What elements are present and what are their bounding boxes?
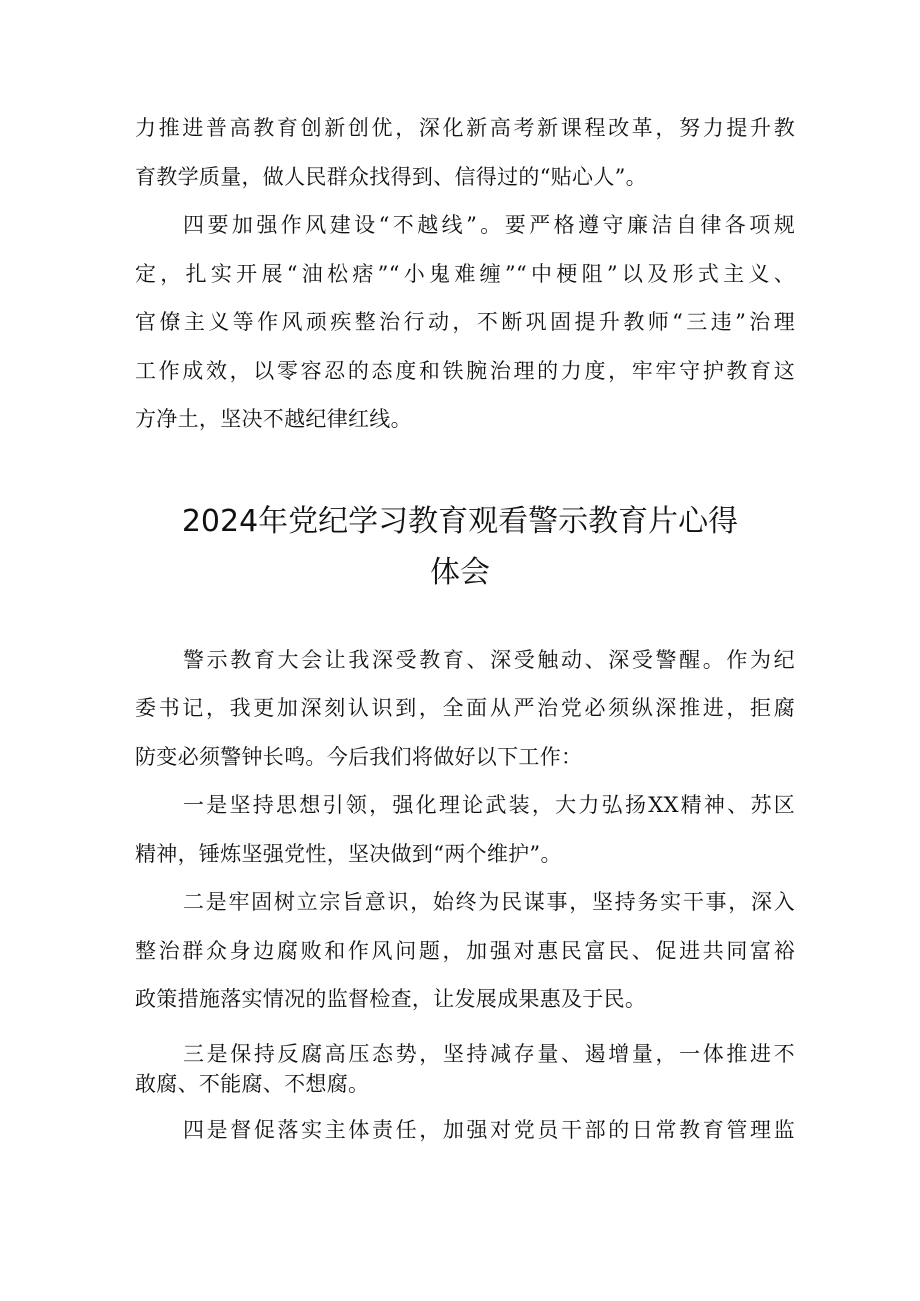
paragraph-line: 警示教育大会让我深受教育、深受触动、深受警醒。作为纪 <box>183 648 795 672</box>
paragraph-line: 防变必须警钟长鸣。今后我们将做好以下工作： <box>135 745 583 769</box>
paragraph-line: 育教学质量，做人民群众找得到、信得过的“贴心人”。 <box>135 165 647 189</box>
paragraph-line: 方净土，坚决不越纪律红线。 <box>135 407 412 431</box>
paragraph-line: 政策措施落实情况的监督检查，让发展成果惠及于民。 <box>135 987 647 1011</box>
paragraph-line: 四是督促落实主体责任，加强对党员干部的日常教育管理监 <box>183 1118 795 1142</box>
paragraph-line: 二是牢固树立宗旨意识，始终为民谋事，坚持务实干事，深入 <box>183 890 795 914</box>
article-title-line-2: 体会 <box>430 555 490 590</box>
paragraph-line: 力推进普高教育创新创优，深化新高考新课程改革，努力提升教 <box>135 116 795 140</box>
article-title-line-1: 2024年党纪学习教育观看警示教育片心得 <box>181 504 739 539</box>
paragraph-line: 官僚主义等作风顽疾整治行动，不断巩固提升教师“三违”治理 <box>135 310 795 334</box>
paragraph-line: 敢腐、不能腐、不想腐。 <box>135 1072 370 1096</box>
paragraph-line: 四要加强作风建设“不越线”。要严格遵守廉洁自律各项规 <box>183 213 795 237</box>
paragraph-line: 精神，锤炼坚强党性，坚决做到“两个维护”。 <box>135 842 562 866</box>
paragraph-line: 三是保持反腐高压态势，坚持减存量、遏增量，一体推进不 <box>183 1042 795 1066</box>
paragraph-line: 工作成效，以零容忍的态度和铁腕治理的力度，牢牢守护教育这 <box>135 359 795 383</box>
paragraph-line: 整治群众身边腐败和作风问题，加强对惠民富民、促进共同富裕 <box>135 939 795 963</box>
paragraph-line: 一是坚持思想引领，强化理论武装，大力弘扬XX精神、苏区 <box>183 793 795 817</box>
paragraph-line: 委书记，我更加深刻认识到，全面从严治党必须纵深推进，拒腐 <box>135 696 795 720</box>
paragraph-line: 定，扎实开展“油松痞”“小鬼难缠”“中梗阻”以及形式主义、 <box>135 262 795 286</box>
